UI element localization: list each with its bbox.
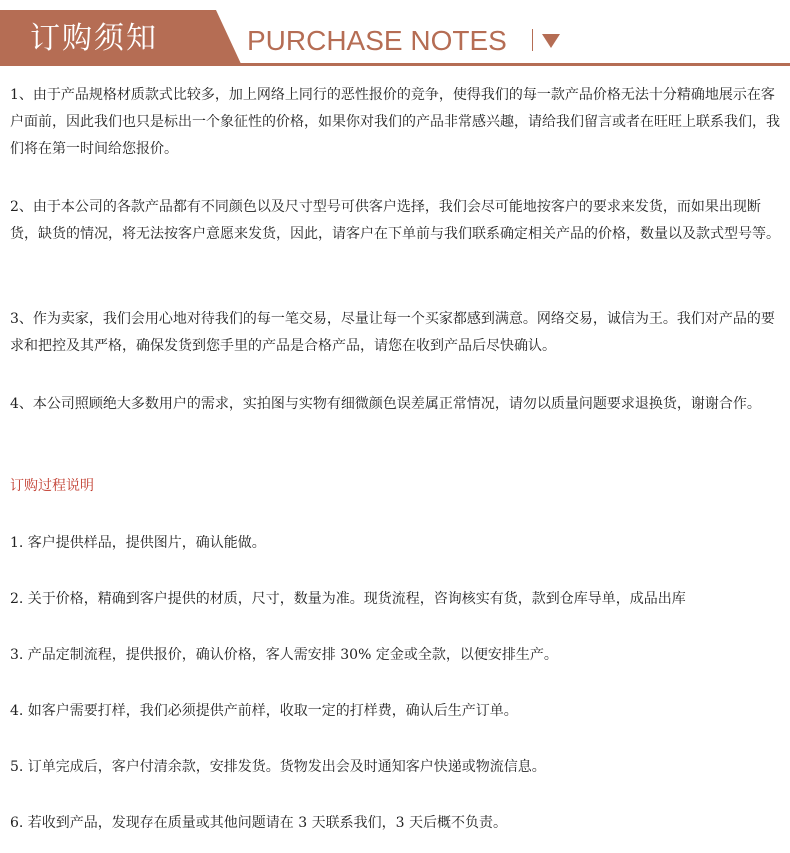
process-step-6: 6. 若收到产品，发现存在质量或其他问题请在 3 天联系我们，3 天后概不负责。 <box>10 815 507 831</box>
process-title: 订购过程说明 <box>10 478 94 494</box>
section-header <box>0 0 790 66</box>
process-step-5: 5. 订单完成后，客户付清余款，安排发货。货物发出会及时通知客户快递或物流信息。 <box>10 759 546 775</box>
header-divider <box>532 29 533 51</box>
note-paragraph-2: 2、由于本公司的各款产品都有不同颜色以及尺寸型号可供客户选择，我们会尽可能地按客户的要求来发货，而如果出现断货，缺货的情况，将无法按客户意愿来发货，因此，请客户在下单前与我们联系确定相关产品的价格，数量以及款式型号等。 <box>10 199 780 242</box>
note-paragraph-1: 1、由于产品规格材质款式比较多，加上网络上同行的恶性报价的竞争，使得我们的每一款产品价格无法十分精确地展示在客户面前，因此我们也只是标出一个象征性的价格，如果你对我们的产品非常感兴趣，请给我们留言或者在旺旺上联系我们，我们将在第一时间给您报价。 <box>10 87 780 157</box>
triangle-down-icon <box>542 34 560 48</box>
note-paragraph-3: 3、作为卖家，我们会用心地对待我们的每一笔交易，尽量让每一个买家都感到满意。网络交易，诚信为王。我们对产品的要求和把控及其严格，确保发货到您手里的产品是合格产品，请您在收到产品后尽快确认。 <box>10 311 775 354</box>
process-step-4: 4. 如客户需要打样，我们必须提供产前样，收取一定的打样费，确认后生产订单。 <box>10 703 518 719</box>
process-step-1: 1. 客户提供样品，提供图片，确认能做。 <box>10 535 266 551</box>
process-step-3: 3. 产品定制流程，提供报价，确认价格，客人需安排 30% 定金或全款，以便安排生产。 <box>10 647 558 663</box>
header-underline <box>0 63 790 66</box>
note-paragraph-4: 4、本公司照顾绝大多数用户的需求，实拍图与实物有细微颜色误差属正常情况，请勿以质量问题要求退换货，谢谢合作。 <box>10 396 761 412</box>
header-title-cn: 订购须知 <box>30 21 158 56</box>
process-step-2: 2. 关于价格，精确到客户提供的材质，尺寸，数量为准。现货流程，咨询核实有货，款到仓库导单，成品出库 <box>10 591 686 607</box>
header-title-en: PURCHASE NOTES <box>247 25 507 56</box>
